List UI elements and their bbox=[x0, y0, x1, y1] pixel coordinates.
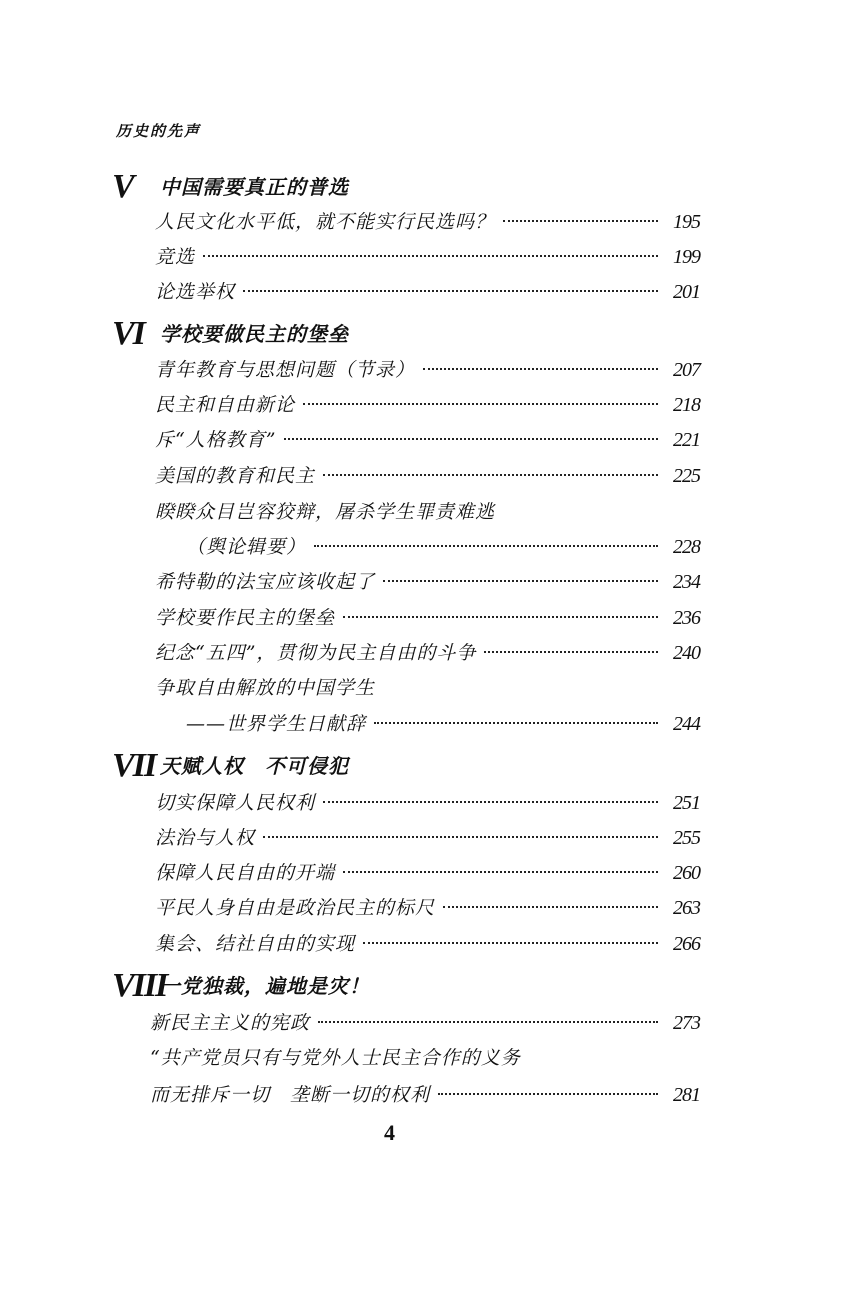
section-numeral: VIII bbox=[112, 967, 167, 1004]
toc-entry-line[interactable] bbox=[155, 673, 700, 705]
page-number: 236 bbox=[673, 607, 700, 629]
toc-entry[interactable] bbox=[186, 709, 700, 741]
dot-leader bbox=[323, 474, 658, 476]
page-number: 199 bbox=[673, 246, 700, 268]
entry-title: 平民人身自由是政治民主的标尺 bbox=[155, 897, 436, 919]
section-title: 中国需要真正的普选 bbox=[160, 175, 349, 199]
entry-title: 学校要作民主的堡垒 bbox=[155, 607, 336, 629]
entry-title: 而无排斥一切 垄断一切的权利 bbox=[150, 1084, 431, 1106]
entry-title: 希特勒的法宝应该收起了 bbox=[155, 571, 376, 593]
dot-leader bbox=[263, 836, 658, 838]
section-numeral: VI bbox=[112, 315, 144, 352]
page-number: 225 bbox=[673, 465, 700, 487]
section-title: 一党独裁，遍地是灾！ bbox=[160, 974, 370, 998]
toc-entry[interactable] bbox=[155, 242, 700, 274]
entry-title: 睽睽众目岂容狡辩，屠杀学生罪责难逃 bbox=[155, 501, 496, 523]
entry-title: 青年教育与思想问题（节录） bbox=[155, 359, 416, 381]
dot-leader bbox=[314, 545, 658, 547]
toc-entry[interactable] bbox=[155, 207, 700, 239]
dot-leader bbox=[423, 368, 658, 370]
toc-entry[interactable] bbox=[155, 603, 700, 635]
section-title: 天赋人权 不可侵犯 bbox=[160, 754, 349, 778]
page-number: 221 bbox=[673, 429, 700, 451]
dot-leader bbox=[343, 871, 658, 873]
page-number: 244 bbox=[673, 713, 700, 735]
page-number: 260 bbox=[673, 862, 700, 884]
page-number: 240 bbox=[673, 642, 700, 664]
toc-entry[interactable] bbox=[155, 638, 700, 670]
entry-title: 切实保障人民权利 bbox=[155, 792, 316, 814]
entry-title: 竞选 bbox=[155, 246, 196, 268]
dot-leader bbox=[363, 942, 658, 944]
page-number: 207 bbox=[673, 359, 700, 381]
dot-leader bbox=[443, 906, 658, 908]
dot-leader bbox=[343, 616, 658, 618]
toc-entry[interactable] bbox=[155, 858, 700, 890]
dot-leader bbox=[203, 255, 658, 257]
entry-title: 法治与人权 bbox=[155, 827, 256, 849]
toc-entry[interactable] bbox=[155, 788, 700, 820]
page-number: 195 bbox=[673, 211, 700, 233]
toc-entry[interactable] bbox=[155, 355, 700, 387]
toc-entry[interactable] bbox=[155, 567, 700, 599]
entry-title: 新民主主义的宪政 bbox=[150, 1012, 311, 1034]
page-number: 201 bbox=[673, 281, 700, 303]
dot-leader bbox=[503, 220, 658, 222]
page-number: 281 bbox=[673, 1084, 700, 1106]
section-heading-vi bbox=[112, 315, 712, 356]
dot-leader bbox=[284, 438, 658, 440]
running-header: 历史的先声 bbox=[116, 122, 202, 140]
entry-title: 保障人民自由的开端 bbox=[155, 862, 336, 884]
toc-entry[interactable] bbox=[155, 929, 700, 961]
entry-title: 民主和自由新论 bbox=[155, 394, 296, 416]
dot-leader bbox=[243, 290, 658, 292]
toc-entry-line[interactable] bbox=[155, 497, 700, 529]
toc-entry[interactable] bbox=[150, 1008, 700, 1040]
page-number: 218 bbox=[673, 394, 700, 416]
section-numeral: V bbox=[112, 168, 133, 205]
entry-title: “共产党员只有与党外人士民主合作的义务 bbox=[150, 1047, 521, 1069]
entry-title: 集会、结社自由的实现 bbox=[155, 933, 356, 955]
section-numeral: VII bbox=[112, 747, 156, 784]
entry-title: 争取自由解放的中国学生 bbox=[155, 677, 376, 699]
dot-leader bbox=[318, 1021, 658, 1023]
page-number: 228 bbox=[673, 536, 700, 558]
section-heading-vii bbox=[112, 747, 712, 788]
page-number: 251 bbox=[673, 792, 700, 814]
toc-entry[interactable] bbox=[155, 425, 700, 457]
dot-leader bbox=[323, 801, 658, 803]
toc-entry[interactable] bbox=[150, 1080, 700, 1112]
entry-title: 纪念“五四”，贯彻为民主自由的斗争 bbox=[155, 642, 477, 664]
page-number: 234 bbox=[673, 571, 700, 593]
page-folio: 4 bbox=[384, 1120, 395, 1145]
toc-entry[interactable] bbox=[155, 277, 700, 309]
dot-leader bbox=[374, 722, 658, 724]
page-number: 273 bbox=[673, 1012, 700, 1034]
toc-entry[interactable] bbox=[186, 532, 700, 564]
toc-entry[interactable] bbox=[155, 893, 700, 925]
dot-leader bbox=[484, 651, 658, 653]
dot-leader bbox=[383, 580, 658, 582]
section-title: 学校要做民主的堡垒 bbox=[160, 322, 349, 346]
section-heading-v bbox=[112, 168, 712, 209]
entry-title: （舆论辑要） bbox=[186, 536, 307, 558]
page-number: 263 bbox=[673, 897, 700, 919]
section-heading-viii bbox=[112, 967, 712, 1008]
entry-title: 人民文化水平低，就不能实行民选吗？ bbox=[155, 211, 496, 233]
toc-entry-line[interactable] bbox=[150, 1043, 700, 1075]
page-number: 266 bbox=[673, 933, 700, 955]
page-number: 255 bbox=[673, 827, 700, 849]
entry-title: 论选举权 bbox=[155, 281, 236, 303]
toc-entry[interactable] bbox=[155, 823, 700, 855]
entry-title: ——世界学生日献辞 bbox=[186, 713, 367, 735]
dot-leader bbox=[303, 403, 658, 405]
entry-title: 斥“人格教育” bbox=[155, 429, 277, 451]
toc-entry[interactable] bbox=[155, 390, 700, 422]
dot-leader bbox=[438, 1093, 658, 1095]
entry-title: 美国的教育和民主 bbox=[155, 465, 316, 487]
toc-entry[interactable] bbox=[155, 461, 700, 493]
